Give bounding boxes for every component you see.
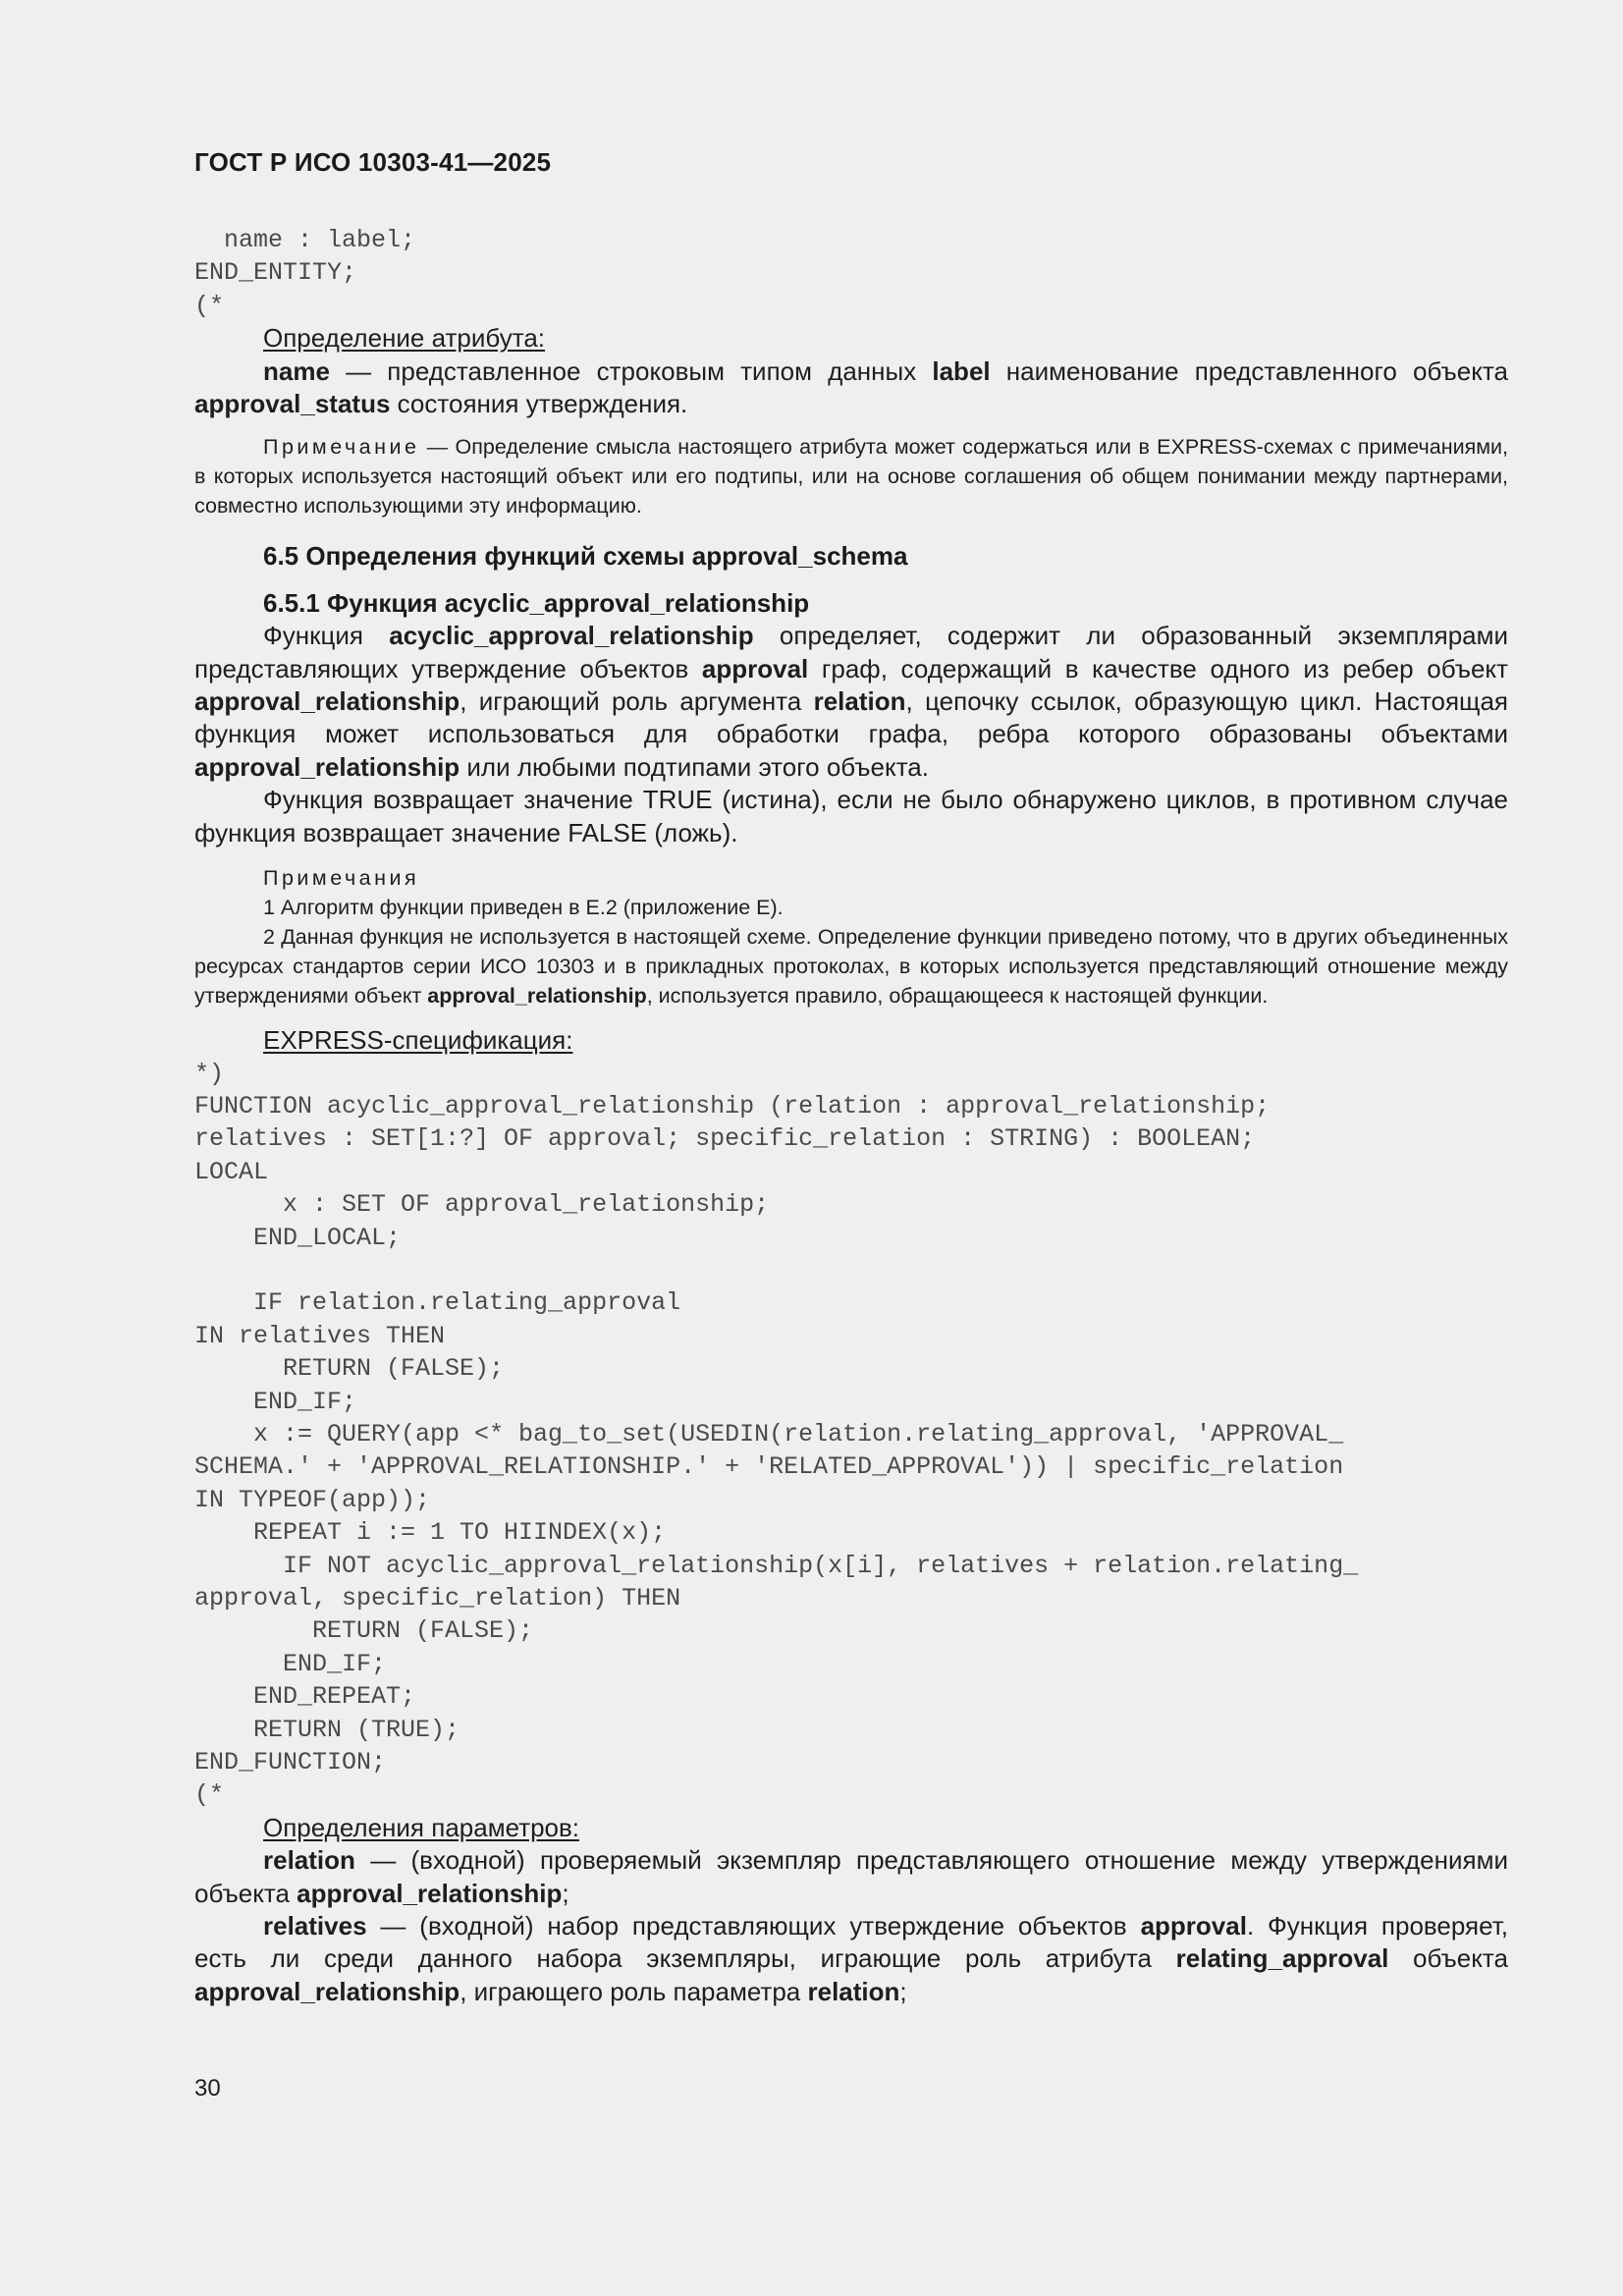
page-content [194, 224, 1508, 2008]
parameter-relatives: relatives — (входной) набор представляющих утверждение объектов approval. Функция проверяет, есть ли среди данного набора экземпляры, играющие роль атрибута relating_approval объекта approval_relationship, играющего роль параметра relation; [194, 1911, 1508, 2006]
note-attribute: Примечание — Определение смысла настоящего атрибута может содержаться или в EXPRESS-схемах с примечаниями, в которых используется настоящий объект или его подтипы, или на основе соглашения об общем понимании между партнерами, совместно использующими эту информацию. [194, 435, 1508, 519]
attribute-definition-heading: Определение атрибута: [263, 323, 546, 354]
page-number: 30 [194, 2075, 221, 2102]
document-header: ГОСТ Р ИСО 10303-41—2025 [194, 147, 552, 177]
notes-title: Примечания [263, 866, 420, 891]
express-specification-heading: EXPRESS-спецификация: [263, 1025, 573, 1056]
function-description: Функция acyclic_approval_relationship определяет, содержит ли образованный экземплярами представляющих утверждение объектов approval граф, содержащий в качестве одного из ребер объект approval_relationship, играющий роль аргумента relation, цепочку ссылок, образующую цикл. Настоящая функция может использоваться для обработки графа, ребра которого образованы объектами approval_relationship или любыми подтипами этого объекта. [194, 621, 1509, 782]
note-item-1: 1 Алгоритм функции приведен в Е.2 (приложение Е). [263, 896, 784, 920]
code-block-function: *) FUNCTION acyclic_approval_relationship (relation : approval_relationship; relatives : SET[1:?] OF approval; specific_relation : STRING) : BOOLEAN; LOCAL x : SET OF approval_relationship; END_LOCAL; IF relation.relating_approval IN relatives THEN RETURN (FALSE); END_IF; x := QUERY(app <* bag_to_set(USEDIN(relation.relating_approval, 'APPROVAL_ SCHEMA.' + 'APPROVAL_RELATIONSHIP.' + 'RELATED_APPROVAL')) | specific_relation IN TYPEOF(app)); REPEAT i := 1 TO HIINDEX(x); IF NOT acyclic_approval_relationship(x[i], relatives + relation.relating_ approval, specific_relation) THEN RETURN (FALSE); END_IF; END_REPEAT; RETURN (TRUE); END_FUNCTION; (* [194, 1059, 1359, 1810]
code-block-top: name : label; END_ENTITY; (* [194, 226, 416, 320]
attribute-definition-name: name — представленное строковым типом данных label наименование представленного объекта approval_status состояния утверждения. [194, 355, 1508, 419]
section-heading-6-5: 6.5 Определения функций схемы approval_schema [263, 541, 908, 572]
notes-block [194, 863, 1508, 1011]
parameter-relation: relation — (входной) проверяемый экземпляр представляющего отношение между утверждениями объекта approval_relationship; [194, 1845, 1508, 1908]
parameter-definitions-heading: Определения параметров: [263, 1812, 580, 1842]
function-return-description: Функция возвращает значение TRUE (истина), если не было обнаружено циклов, в противном случае функция возвращает значение FALSE (ложь). [194, 785, 1508, 847]
section-heading-6-5-1: 6.5.1 Функция acyclic_approval_relationship [263, 587, 810, 618]
note-item-2: 2 Данная функция не используется в настоящей схеме. Определение функции приведено потому, что в других объединенных ресурсах стандартов серии ИСО 10303 и в прикладных протоколах, в которых используется представляющий отношение между утверждениями объект approval_relationship, используется правило, обращающееся к настоящей функции. [194, 925, 1508, 1009]
